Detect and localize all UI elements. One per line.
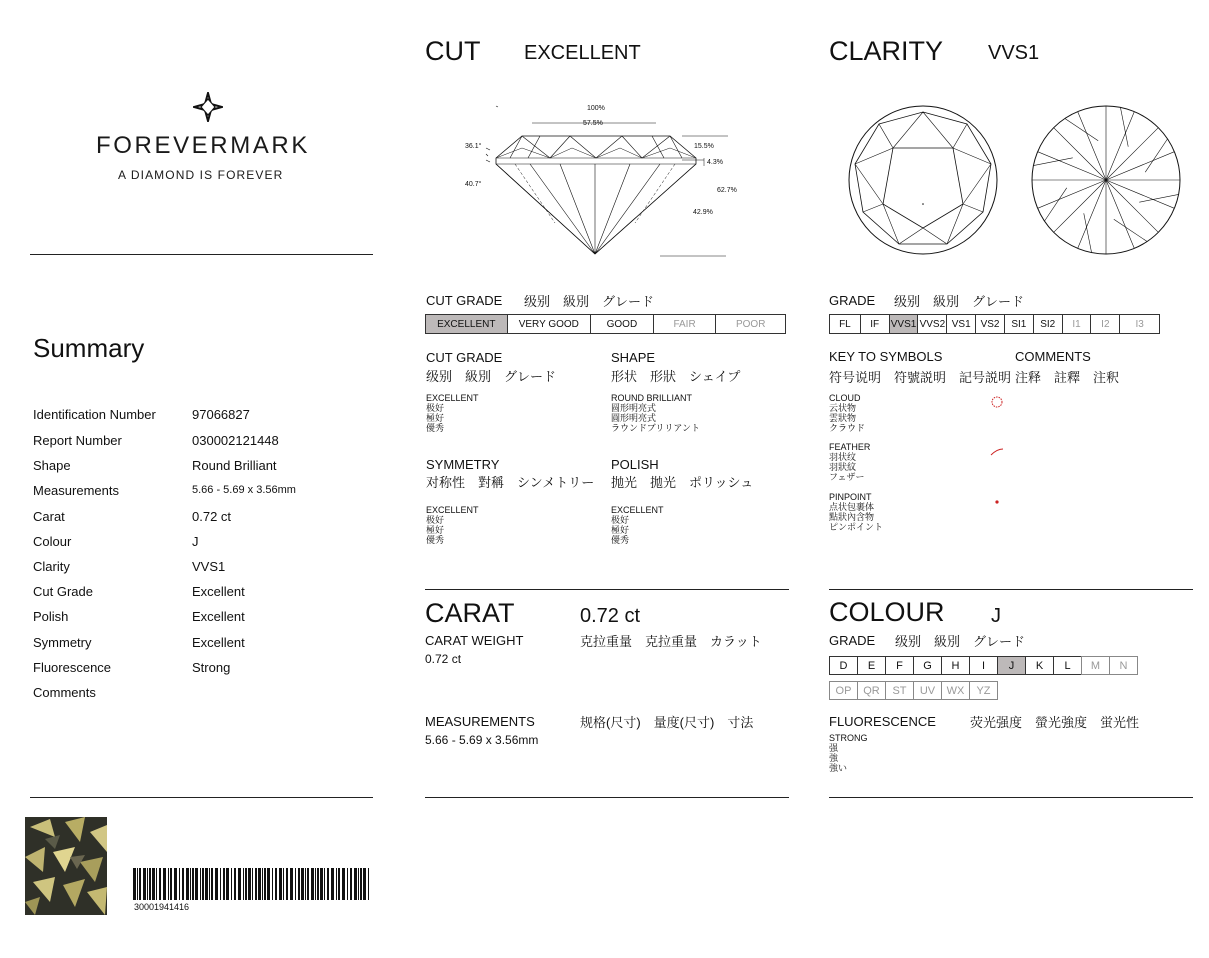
barcode-number: 30001941416 (134, 902, 190, 912)
scale-cell: SI1 (1005, 315, 1034, 333)
scale-cell: I3 (1135, 318, 1144, 330)
symbol-key-text: 羽狀紋 (829, 462, 857, 472)
symmetry-value (426, 505, 479, 545)
pavilion-half-facet (1139, 194, 1178, 202)
barcode-bar (152, 868, 155, 900)
barcode-bar (238, 868, 241, 900)
barcode-bar (163, 868, 166, 900)
symbol-key-text: 云状物 (829, 403, 857, 413)
symbol-key-text: フェザー (829, 472, 865, 482)
barcode-bar (220, 868, 221, 900)
fluorescence-label-ja: 荧光强度 螢光強度 蛍光性 (970, 715, 1140, 730)
colour-scale-cell: F (885, 656, 914, 675)
measurements-label-ja: 规格(尺寸) 量度(尺寸) 寸法 (580, 715, 754, 730)
divider-carat-bottom (425, 797, 789, 798)
barcode-bar (327, 868, 329, 900)
value-line: STRONG (829, 733, 868, 743)
pinpoint-symbol-icon (992, 494, 1002, 512)
summary-row-value: Round Brilliant (192, 458, 277, 473)
clarity-value: VVS1 (988, 42, 1040, 64)
colour-scale-cell: J (997, 656, 1026, 675)
value-line: 優秀 (611, 535, 630, 545)
value-line: EXCELLENT (611, 505, 664, 515)
barcode-bar (223, 868, 225, 900)
colour-value: J (991, 605, 1001, 627)
symbol-key-text: ピンポイント (829, 522, 884, 532)
shape-label-ja: 形状 形狀 シェイプ (611, 369, 741, 384)
clarity-grade-scale (829, 314, 1160, 334)
symbol-key-text: クラウド (829, 423, 866, 433)
feather-symbol-icon (990, 444, 1004, 462)
colour-scale-cell: YZ (969, 681, 998, 700)
barcode-bar (298, 868, 300, 900)
barcode-bar (170, 868, 172, 900)
pavilion-facet-line (1106, 180, 1158, 232)
summary-row-label: Shape (33, 458, 71, 473)
barcode-bar (139, 868, 141, 900)
colour-scale-cell: E (857, 656, 886, 675)
cut-proportion-diagram (460, 98, 750, 258)
summary-row-label: Symmetry (33, 635, 92, 650)
barcode-bar (243, 868, 244, 900)
barcode-bar (360, 868, 362, 900)
barcode-bar (156, 868, 157, 900)
cut-grade-label: CUT GRADE (426, 293, 503, 308)
barcode-bar (338, 868, 340, 900)
cut-grade-scale (425, 314, 786, 334)
colour-scale-cell: I (969, 656, 998, 675)
value-line: 极好 (426, 515, 445, 525)
value-line: 優秀 (426, 535, 445, 545)
colour-title: COLOUR (829, 597, 945, 627)
colour-scale-cell: M (1081, 656, 1110, 675)
label-table: 57.5% (583, 120, 603, 127)
summary-row (33, 407, 373, 425)
polish-value (611, 505, 664, 545)
value-line: 極好 (426, 525, 445, 535)
fluorescence-label: FLUORESCENCE (829, 714, 936, 729)
value-line: ROUND BRILLIANT (611, 393, 693, 403)
shape-value (611, 393, 700, 433)
scale-cell: VVS1 (890, 315, 919, 333)
cut-value: EXCELLENT (524, 42, 641, 64)
polish-label-ja: 抛光 拋光 ポリッシュ (611, 475, 754, 490)
carat-weight-label-ja: 克拉重量 克拉重量 カラット (580, 634, 762, 649)
pavilion-half-facet (1044, 188, 1066, 221)
summary-row-label: Clarity (33, 559, 70, 574)
carat-value: 0.72 ct (580, 605, 641, 627)
cut-title: CUT (425, 36, 481, 66)
fluorescence-value (829, 733, 868, 773)
barcode-bar (305, 868, 306, 900)
summary-row-value: 030002121448 (192, 433, 279, 448)
summary-row-value: 5.66 - 5.69 x 3.56mm (192, 484, 296, 496)
summary-row (33, 559, 373, 577)
summary-row-label: Fluorescence (33, 660, 112, 675)
summary-row (33, 483, 373, 501)
barcode-bar (159, 868, 161, 900)
scale-cell: FAIR (654, 315, 717, 333)
barcode-bar (209, 868, 210, 900)
colour-scale-cell: WX (941, 681, 970, 700)
value-line: 强 (829, 743, 839, 753)
pavilion-half-facet (1065, 118, 1098, 140)
barcode-bar (258, 868, 261, 900)
label-crown-height: 15.5% (694, 143, 714, 150)
barcode-bar (295, 868, 296, 900)
summary-row (33, 458, 373, 476)
value-line: ラウンドブリリアント (611, 423, 701, 433)
summary-row-label: Measurements (33, 483, 119, 498)
scale-cell: VERY GOOD (508, 315, 592, 333)
barcode-bar (255, 868, 257, 900)
divider-left-bottom (30, 797, 373, 798)
barcode-bar (311, 868, 314, 900)
summary-row (33, 685, 373, 703)
scale-cell: I1 (1063, 315, 1092, 333)
barcode-bar (234, 868, 236, 900)
value-line: 極好 (426, 413, 445, 423)
barcode-bar (301, 868, 304, 900)
barcode-bar (264, 868, 266, 900)
barcode-bar (149, 868, 151, 900)
scale-cell: I2 (1091, 315, 1120, 333)
barcode-bar (215, 868, 218, 900)
barcode-bar (324, 868, 325, 900)
scale-cell: SI2 (1034, 315, 1063, 333)
barcode-bar (202, 868, 204, 900)
colour-scale-cell: L (1053, 656, 1082, 675)
polish-label: POLISH (611, 457, 659, 472)
summary-row-value: 0.72 ct (192, 509, 232, 524)
colour-scale-cell: UV (913, 681, 942, 700)
barcode-bars (133, 868, 371, 900)
carat-weight-value: 0.72 ct (425, 652, 462, 666)
value-line: 優秀 (426, 423, 445, 433)
summary-row (33, 635, 373, 653)
colour-grade-label-ja: 级别 級別 グレード (895, 634, 1026, 649)
divider-cut-bottom (425, 589, 789, 590)
scale-cell: GOOD (591, 315, 654, 333)
barcode-bar (267, 868, 270, 900)
cut-detail-value (426, 393, 479, 433)
summary-row-value: J (192, 534, 199, 549)
barcode-bar (137, 868, 138, 900)
comments-label-ja: 注释 註釋 注釈 (1015, 370, 1120, 385)
pavilion-half-facet (1114, 219, 1147, 241)
colour-scale-cell: D (829, 656, 858, 675)
summary-row (33, 660, 373, 678)
barcode-bar (354, 868, 357, 900)
colour-scale-cell: OP (829, 681, 858, 700)
barcode-bar (350, 868, 352, 900)
pavilion-half-facet (1084, 213, 1092, 252)
barcode-bar (358, 868, 359, 900)
barcode-bar (231, 868, 232, 900)
barcode-bar (195, 868, 198, 900)
symbol-key-text: CLOUD (829, 393, 861, 403)
barcode-bar (331, 868, 334, 900)
summary-row-label: Carat (33, 509, 65, 524)
colour-scale-cell: K (1025, 656, 1054, 675)
barcode-bar (190, 868, 191, 900)
divider-left-top (30, 254, 373, 255)
pavilion-facet-line (1054, 128, 1106, 180)
summary-row-label: Colour (33, 534, 72, 549)
symmetry-label: SYMMETRY (426, 457, 500, 472)
barcode-bar (315, 868, 316, 900)
clarity-title: CLARITY (829, 36, 944, 66)
barcode-bar (192, 868, 194, 900)
label-total-depth: 62.7% (717, 187, 737, 194)
value-line: 极好 (611, 515, 630, 525)
summary-row (33, 509, 373, 527)
brand-tagline: A DIAMOND IS FOREVER (118, 168, 284, 182)
barcode-bar (179, 868, 180, 900)
barcode-bar (272, 868, 273, 900)
barcode-bar (133, 868, 136, 900)
divider-clarity-bottom (829, 589, 1193, 590)
barcode-bar (275, 868, 277, 900)
label-crown-angle: 36.1° (465, 143, 482, 150)
summary-title: Summary (33, 333, 145, 363)
colour-scale-row2 (829, 681, 997, 700)
symbol-key-text: FEATHER (829, 442, 871, 452)
label-pavilion-depth: 42.9% (693, 209, 713, 216)
value-line: 圓形明亮式 (611, 413, 657, 423)
clarity-grade-label-ja: 级别 級別 グレード (894, 294, 1025, 309)
brand-name: FOREVERMARK (96, 132, 310, 159)
cut-grade-label-ja: 级别 級別 グレード (524, 294, 655, 309)
summary-row-value: Strong (192, 660, 231, 675)
pavilion-half-facet (1145, 139, 1167, 172)
measurements-label: MEASUREMENTS (425, 714, 535, 729)
barcode-bar (211, 868, 213, 900)
key-to-symbols-label-ja: 符号说明 符號説明 記号説明 (829, 370, 1012, 385)
symbol-key-text: 雲狀物 (829, 413, 857, 423)
label-girdle: 4.3% (707, 159, 723, 166)
forevermark-logo (193, 92, 223, 122)
colour-scale-cell: QR (857, 681, 886, 700)
barcode-bar (368, 868, 369, 900)
symmetry-label-ja: 对称性 對稱 シンメトリー (426, 475, 595, 490)
measurements-value: 5.66 - 5.69 x 3.56mm (425, 733, 539, 747)
barcode-bar (200, 868, 201, 900)
barcode-bar (186, 868, 189, 900)
barcode-bar (143, 868, 146, 900)
summary-row-value: Excellent (192, 609, 245, 624)
carat-weight-label: CARAT WEIGHT (425, 633, 524, 648)
divider-colour-bottom (829, 797, 1193, 798)
colour-scale-cell: ST (885, 681, 914, 700)
scale-cell: IF (861, 315, 890, 333)
colour-scale-cell: H (941, 656, 970, 675)
colour-scale-cell: G (913, 656, 942, 675)
value-line: EXCELLENT (426, 505, 479, 515)
barcode-bar (168, 868, 169, 900)
colour-grade-label: GRADE (829, 633, 876, 648)
barcode-bar (320, 868, 323, 900)
value-line: 圆形明亮式 (611, 403, 657, 413)
symbol-key-item (829, 393, 865, 433)
symbol-key-text: PINPOINT (829, 492, 872, 502)
barcode-bar (262, 868, 263, 900)
summary-row-label: Identification Number (33, 407, 156, 422)
label-table-top: 100% (587, 105, 605, 112)
pavilion-half-facet (1120, 107, 1128, 146)
summary-row-value: VVS1 (192, 559, 226, 574)
label-pavilion-angle: 40.7° (465, 181, 482, 188)
summary-row-label: Cut Grade (33, 584, 93, 599)
pavilion-half-facet (1033, 158, 1072, 166)
barcode-bar (342, 868, 345, 900)
barcode-bar (283, 868, 284, 900)
pavilion-facet-line (1106, 128, 1158, 180)
summary-row-label: Comments (33, 685, 96, 700)
barcode-bar (317, 868, 319, 900)
barcode-bar (182, 868, 184, 900)
carat-title: CARAT (425, 598, 515, 628)
scale-cell: POOR (735, 318, 766, 330)
pavilion-facet-line (1054, 180, 1106, 232)
symbol-key-text: 點狀內含物 (829, 512, 875, 522)
barcode-bar (347, 868, 348, 900)
scale-cell: EXCELLENT (426, 315, 508, 333)
symbol-key-item (829, 492, 883, 532)
scale-cell: VS2 (976, 315, 1005, 333)
scale-cell: VVS2 (918, 315, 947, 333)
diamond-photo (25, 817, 107, 915)
value-line: 強 (829, 753, 839, 763)
barcode-bar (336, 868, 337, 900)
value-line: 強い (829, 763, 848, 773)
summary-row-value: 97066827 (192, 407, 250, 422)
barcode-bar (205, 868, 208, 900)
value-line: 极好 (426, 403, 445, 413)
barcode-bar (279, 868, 282, 900)
scale-cell: VS1 (947, 315, 976, 333)
colour-scale-row1 (829, 656, 1137, 675)
summary-row (33, 433, 373, 451)
shape-label: SHAPE (611, 350, 656, 365)
barcode-bar (248, 868, 251, 900)
barcode-bar (147, 868, 148, 900)
cut-detail-label: CUT GRADE (426, 350, 503, 365)
symbol-key-item (829, 442, 870, 482)
clarity-grade-label: GRADE (829, 293, 876, 308)
clarity-plot-crown (847, 104, 999, 256)
cut-detail-label-ja: 级别 級別 グレード (426, 369, 557, 384)
clarity-plot-pavilion (1030, 104, 1182, 256)
key-to-symbols-label: KEY TO SYMBOLS (829, 349, 943, 364)
diamond-logo-icon (193, 92, 223, 122)
cloud-symbol-icon (990, 395, 1004, 414)
barcode (133, 868, 371, 900)
barcode-bar (363, 868, 366, 900)
summary-row (33, 609, 373, 627)
summary-row-label: Polish (33, 609, 69, 624)
summary-row-value: Excellent (192, 635, 245, 650)
summary-row (33, 584, 373, 602)
barcode-bar (226, 868, 229, 900)
scale-cell: FL (830, 315, 861, 333)
barcode-bar (290, 868, 293, 900)
summary-row-label: Report Number (33, 433, 122, 448)
colour-scale-cell: N (1109, 656, 1138, 675)
barcode-bar (252, 868, 253, 900)
barcode-bar (245, 868, 247, 900)
value-line: 極好 (611, 525, 630, 535)
barcode-bar (174, 868, 177, 900)
barcode-bar (307, 868, 309, 900)
symbol-key-text: 点状包裹体 (829, 502, 875, 512)
summary-row (33, 534, 373, 552)
summary-row-value: Excellent (192, 584, 245, 599)
barcode-bar (286, 868, 288, 900)
comments-label: COMMENTS (1015, 349, 1091, 364)
value-line: EXCELLENT (426, 393, 479, 403)
symbol-key-text: 羽状纹 (829, 452, 857, 462)
